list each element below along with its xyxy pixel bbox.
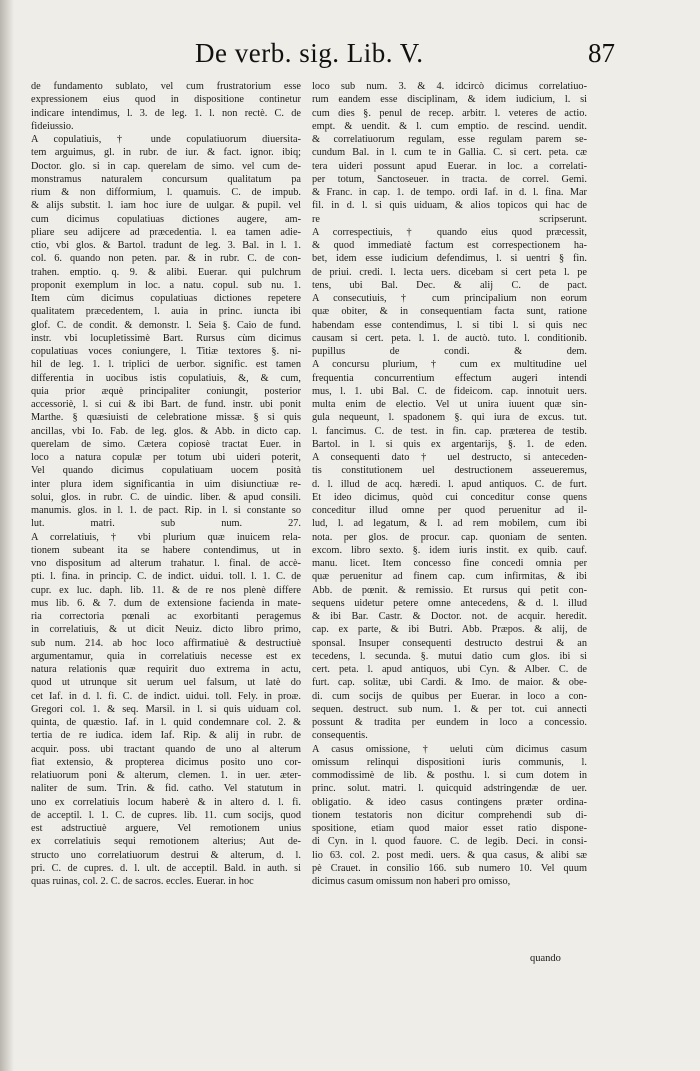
text-line xyxy=(31,623,301,636)
line-text: ancillas, vbi Io. Fab. de leg. glos. & Abb. in dicto cap. xyxy=(31,425,301,437)
line-text: Abb. de pœnit. & remissio. Et rursus qui petit con- xyxy=(312,584,587,596)
text-line xyxy=(31,690,301,703)
text-line xyxy=(31,782,301,795)
line-text: omissum relinqui dispositioni iuris communis, l. xyxy=(312,756,587,768)
text-line xyxy=(312,279,587,292)
text-line xyxy=(312,504,587,517)
line-text: quæ peruenitur ad finem cap. cum infirmitas, & ibi xyxy=(312,571,587,583)
text-line xyxy=(312,531,587,544)
text-line xyxy=(31,875,301,888)
line-text: pri. C. de cupres. d. l. ult. de acceptil. Bald. in auth. si xyxy=(31,862,301,874)
text-line xyxy=(312,835,587,848)
line-text: cet Iaf. in d. l. fi. C. de indict. uidui. toll. Fely. in proæ. xyxy=(31,690,301,702)
text-line xyxy=(31,849,301,862)
line-text: tis constitutionem uel destructionem asseueremus, xyxy=(312,465,587,477)
line-text: pliare seu adijcere ad præcedentia. l. ea tamen adie- xyxy=(31,226,301,238)
text-line xyxy=(31,637,301,650)
line-text: tertia de re iudica. idem Iaf. Rip. & alij in rubr. de xyxy=(31,730,301,742)
line-text: pè Crauet. in consilio 166. sub numero 10. Vel quum xyxy=(312,862,587,874)
text-line xyxy=(31,107,301,120)
text-line xyxy=(312,438,587,451)
text-line xyxy=(31,570,301,583)
text-line xyxy=(31,663,301,676)
line-text: gula nequeunt, l. spadonem §. qui iura de excus. tut. xyxy=(312,412,587,424)
text-line xyxy=(312,822,587,835)
line-text: cundum Bal. in l. cum te in Gallia. C. si cert. peta. cæ xyxy=(312,147,587,159)
line-text: naliter de sum. Trin. & fid. catho. Vel statutum in xyxy=(31,783,301,795)
line-text: querelam de simo. Cætera copiosè tractat Euer. in xyxy=(31,438,301,450)
line-text: conceditur illud omne per quod peruenitur ad il- xyxy=(312,505,587,516)
text-line xyxy=(31,438,301,451)
text-line xyxy=(31,650,301,663)
text-line xyxy=(312,597,587,610)
line-text: acquir. poss. ubi tractant quando de uno al alterum xyxy=(31,743,301,755)
line-text: qualitatem præcedentem, l. auia in princ. iuncta ibi xyxy=(31,306,301,318)
text-line xyxy=(31,491,301,504)
text-line xyxy=(31,676,301,689)
line-text: cum dicimus copulatiuas dictiones augere, am- xyxy=(31,213,301,225)
text-line xyxy=(312,862,587,875)
line-text: & Franc. in cap. 1. de tempo. ordi Iaf. in d. l. fina. Mar xyxy=(312,187,587,198)
line-text: inter plura idem significantia in uim disiunctiuæ re- xyxy=(31,478,301,490)
line-text: furt. cap. solitæ, ubi Cardi. & Imo. de maior. & obe- xyxy=(312,677,587,689)
text-line xyxy=(31,557,301,570)
right-text-column xyxy=(312,80,587,888)
text-line xyxy=(31,146,301,159)
text-line xyxy=(312,120,587,133)
text-line xyxy=(31,451,301,464)
text-line xyxy=(31,199,301,212)
text-line xyxy=(312,146,587,159)
text-line xyxy=(31,173,301,186)
line-text: & correlatiuorum regulam, esse regulam parem se- xyxy=(312,134,587,145)
line-text: Et ideo dicimus, quòd cui conceditur conse quens xyxy=(312,491,587,503)
text-line xyxy=(31,597,301,610)
text-line xyxy=(31,385,301,398)
text-line xyxy=(312,425,587,438)
text-line xyxy=(31,398,301,411)
text-line xyxy=(312,584,587,597)
line-text: manumis. glos. in l. 1. de pact. Rip. in l. si constante so xyxy=(31,505,301,516)
line-text: empt. & uendit. & l. cum emptio. de rescind. uendit. xyxy=(312,120,587,132)
text-line xyxy=(312,875,587,888)
line-text: loco a natura copulæ per totum ubi uideri poterit, xyxy=(31,452,301,463)
line-text: sponsal. Insuper consequenti destructo destrui & an xyxy=(312,637,587,649)
text-line xyxy=(312,411,587,424)
running-title: De verb. sig. Lib. V. xyxy=(195,38,424,68)
line-text: nota. per glos. de procur. cap. quoniam de senten. xyxy=(312,531,587,543)
line-text: de fundamento sublato, vel cum frustratorium esse xyxy=(31,81,301,92)
line-text: lut. matri. sub num. 27. xyxy=(31,518,301,530)
text-line xyxy=(31,266,301,279)
text-line xyxy=(312,782,587,795)
text-line xyxy=(312,769,587,782)
text-line xyxy=(312,517,587,530)
line-text: di. cum socijs de quibus per Euerar. in loco a con- xyxy=(312,690,587,702)
line-text: fideiussio. xyxy=(31,120,74,132)
text-line xyxy=(31,464,301,477)
text-line xyxy=(312,544,587,557)
text-line xyxy=(31,133,301,146)
text-line xyxy=(31,809,301,822)
line-text: Gregori col. 1. & seq. Marsil. in l. si quis uiduam col. xyxy=(31,703,301,715)
line-text: quinta, de quæstio. Iaf. in l. quid condemnare col. 2. & xyxy=(31,717,301,728)
line-text: fiat extensio, & propterea dicimus posito uno cor- xyxy=(31,756,301,768)
line-text: uno ex correlatiuis locum haberè & in altero d. l. fi. xyxy=(31,796,301,808)
line-text: Doctor. glo. si in cap. querelam de simo. vel cum de- xyxy=(31,160,301,172)
line-text: consequentis. xyxy=(312,730,368,742)
text-line xyxy=(312,385,587,398)
line-text: A correspectiuis, † quando eius quod præcessit, xyxy=(312,226,587,238)
text-line xyxy=(31,478,301,491)
text-line xyxy=(312,186,587,199)
line-text: col. 6. quando non peten. par. & in rubr. C. de con- xyxy=(31,253,301,265)
line-text: multa enim de electio. Vel ut unira iuuent quæ sin- xyxy=(312,399,587,410)
text-line xyxy=(31,862,301,875)
line-text: tionem subeant ita se habere contendimus, ut in xyxy=(31,544,301,556)
line-text: expressionem eius quod in dispositione continetur xyxy=(31,94,301,106)
line-text: pupillus de condi. & dem. xyxy=(312,346,587,357)
text-line xyxy=(312,809,587,822)
line-text: Vel quando dicimus copulatiuam uocem posità xyxy=(31,465,301,477)
line-text: rium & non difformium, l. quamuis. C. de impub. xyxy=(31,187,301,198)
line-text: solui, glos. in rubr. C. de uindic. liber. & apud consili. xyxy=(31,491,301,503)
line-text: tera uideri possunt apud Euerar. in loc. a correlati- xyxy=(312,160,587,172)
line-text: cupr. ex luc. daph. lib. 11. & de re nos plenè differe xyxy=(31,584,301,596)
catchword: quando xyxy=(530,953,561,964)
text-line xyxy=(31,292,301,305)
line-text: di Cyn. in l. quod fauore. C. de legib. Deci. in consi- xyxy=(312,836,587,848)
line-text: loco sub num. 3. & 4. idcircò dicimus correlatiuo- xyxy=(312,81,587,92)
line-text: structo uno correlatiuorum destrui & alterum, d. l. xyxy=(31,849,301,861)
line-text: A concursu plurium, † cum ex multitudine uel xyxy=(312,359,587,371)
line-text: cap. ex parte, & ibi Butri. Abb. Præpos. & alij, de xyxy=(312,624,587,636)
text-line xyxy=(312,478,587,491)
text-line xyxy=(31,305,301,318)
line-text: cum dies §. penul de recep. arbitr. l. veteres de actio. xyxy=(312,107,587,119)
line-text: causam si cert. peta. l. 1. de auctò. tuto. l. conditionib. xyxy=(312,332,587,344)
text-line xyxy=(31,332,301,345)
page-gutter-shadow xyxy=(0,0,14,1071)
line-text: tionem testatoris non dicitur comprehendi sub di- xyxy=(312,809,587,821)
text-line xyxy=(312,570,587,583)
text-line xyxy=(312,849,587,862)
line-text: lio 63. col. 2. post medi. uers. & qua casus, & alibi sæ xyxy=(312,849,587,861)
left-text-column xyxy=(31,80,301,888)
text-line xyxy=(312,305,587,318)
line-text: sequen. destruct. sub num. 1. & per tot. cui annecti xyxy=(312,703,587,715)
running-head xyxy=(195,36,615,76)
text-line xyxy=(312,80,587,93)
line-text: d. l. illud de acq. hæredi. l. apud antiquos. C. de furt. xyxy=(312,478,587,490)
line-text: re scripserunt. xyxy=(312,213,587,225)
text-line xyxy=(31,279,301,292)
text-line xyxy=(31,372,301,385)
text-line xyxy=(312,199,587,212)
text-line xyxy=(31,80,301,93)
text-line xyxy=(312,796,587,809)
line-text: habendam esse contendimus, l. si tibi l. si quis nec xyxy=(312,319,587,331)
line-text: sequens uidetur petere omne antecedens, & d. l. illud xyxy=(312,597,587,609)
line-text: hil de leg. 1. l. triplici de uerbor. signific. est tamen xyxy=(31,359,301,371)
line-text: A correlatiuis, † vbi plurium quæ inuicem rela- xyxy=(31,531,301,543)
text-line xyxy=(31,358,301,371)
line-text: glof. C. de condit. & demonstr. l. Seia §. Caio de fund. xyxy=(31,319,301,331)
line-text: ctio, vbi glos. & Bartol. tradunt de leg. 3. Bal. in l. 1. xyxy=(31,240,301,251)
line-text: quia prior æquè principaliter coniungit, posterior xyxy=(31,385,301,397)
page-number: 87 xyxy=(588,38,615,68)
text-line xyxy=(312,623,587,636)
text-line xyxy=(312,557,587,570)
text-line xyxy=(31,411,301,424)
text-line xyxy=(312,133,587,146)
line-text: ex correlatiuis sequi remotionem alterius; Aut de- xyxy=(31,836,301,848)
text-line xyxy=(31,584,301,597)
line-text: fil. in d. l. si quis uiduam, & alios topicos qui hac de xyxy=(312,200,587,212)
text-line xyxy=(312,676,587,689)
text-line xyxy=(31,226,301,239)
text-line xyxy=(312,358,587,371)
text-line xyxy=(31,504,301,517)
text-line xyxy=(31,531,301,544)
text-line xyxy=(312,464,587,477)
line-text: de priui. credi. l. lecta uers. dicebam si cert peta l. pe xyxy=(312,266,587,278)
text-line xyxy=(312,610,587,623)
line-text: mus, l. 1. ubi Bal. C. de fideicom. cap. innotuit uers. xyxy=(312,385,587,397)
text-line xyxy=(31,756,301,769)
line-text: argumentamur, quia in correlatiuis necesse est ex xyxy=(31,650,301,662)
line-text: accessoriè, l. si cui & ibi Bart. de fund. instr. ubi ponit xyxy=(31,399,301,410)
line-text: commodissimè de lib. & posthu. l. si cum dotem in xyxy=(312,770,587,781)
text-line xyxy=(31,252,301,265)
line-text: relatiuorum poni & alterum, clemen. 1. in uer. æter- xyxy=(31,770,301,781)
text-line xyxy=(31,716,301,729)
text-line xyxy=(312,716,587,729)
text-line xyxy=(31,703,301,716)
text-line xyxy=(312,398,587,411)
text-line xyxy=(312,107,587,120)
text-line xyxy=(312,637,587,650)
line-text: indicare intendimus, l. 3. de leg. 1. l. non rectè. C. de xyxy=(31,107,301,119)
line-text: dicimus casum omissum non haberi pro omisso, xyxy=(312,876,511,887)
line-text: & alijs substit. l. iam hoc iure de uulgar. & pupil. vel xyxy=(31,200,301,212)
text-line xyxy=(31,743,301,756)
text-line xyxy=(31,517,301,530)
line-text: differentia in uocibus istis copulatiuis, &, & cum, xyxy=(31,372,301,384)
text-line xyxy=(31,345,301,358)
line-text: A consequenti dato † uel destructo, si anteceden- xyxy=(312,452,587,463)
text-line xyxy=(31,120,301,133)
text-line xyxy=(31,213,301,226)
text-line xyxy=(312,729,587,742)
text-line xyxy=(312,160,587,173)
text-line xyxy=(31,544,301,557)
text-line xyxy=(312,332,587,345)
line-text: obligatio. & ideo casus contingens præter ordina- xyxy=(312,796,587,808)
text-line xyxy=(312,213,587,226)
text-line xyxy=(312,292,587,305)
text-line xyxy=(312,451,587,464)
text-line xyxy=(31,239,301,252)
line-text: vno dispositum ad alterum trahatur. l. final. de accè- xyxy=(31,558,301,569)
line-text: rum eandem esse disciplinam, & idem iudicium, l. si xyxy=(312,94,587,106)
text-line xyxy=(31,822,301,835)
line-text: & quod immediatè factum est correspectionem ha- xyxy=(312,240,587,251)
line-text: bet, idem esse iudicium defendimus, l. si uentri § fin. xyxy=(312,253,587,265)
text-line xyxy=(312,226,587,239)
line-text: instr. vbi locupletissimè Bart. Rursus cùm dicimus xyxy=(31,332,301,344)
text-line xyxy=(312,319,587,332)
line-text: pti. l. fina. in princip. C. de indict. uidui. toll. l. 1. C. de xyxy=(31,571,301,583)
line-text: princ. solut. matri. l. quicquid adstringendæ de uer. xyxy=(312,783,587,795)
line-text: sub num. 214. ab hoc loco affirmatiuè & destructiuè xyxy=(31,637,301,649)
line-text: quæ obiter, & in consequentiam facta sunt, ratione xyxy=(312,306,587,318)
text-line xyxy=(31,186,301,199)
text-line xyxy=(312,743,587,756)
line-text: est adstructiuè arguere, Vel remotionem unius xyxy=(31,823,301,834)
text-line xyxy=(312,345,587,358)
line-text: possunt & tradita per eundem in loco a concessio. xyxy=(312,717,587,728)
line-text: monstramus naturalem concursum qualitatum pa xyxy=(31,173,301,185)
line-text: tecedens, l. secunda. §. mutui datio cum glos. ibi si xyxy=(312,650,587,662)
text-line xyxy=(312,756,587,769)
text-line xyxy=(312,239,587,252)
text-line xyxy=(31,425,301,438)
line-text: quas ruinas, col. 2. C. de sacros. eccles. Euerar. in hoc xyxy=(31,876,254,887)
line-text: Bartol. in l. si quis ex argentarijs, §. 1. de eden. xyxy=(312,438,587,450)
line-text: l. fancimus. C. de test. in fin. cap. præterea de testib. xyxy=(312,425,587,437)
line-text: mus lib. 6. & 7. dum de extensione facienda in mate- xyxy=(31,597,301,609)
line-text: natura relationis quæ requirit duo extrema in actu, xyxy=(31,664,301,675)
line-text: in correlatiuis, & ut dicit Neuiz. dicto libro primo, xyxy=(31,624,301,636)
line-text: A copulatiuis, † unde copulatiuorum diuersita- xyxy=(31,134,301,145)
line-text: & ibi Bar. Castr. & Doctor. not. de acquir. heredit. xyxy=(312,611,587,622)
line-text: spositione, etiam quod maior esset ratio dispone- xyxy=(312,823,587,834)
text-line xyxy=(312,650,587,663)
text-line xyxy=(31,319,301,332)
text-line xyxy=(312,690,587,703)
text-line xyxy=(312,663,587,676)
line-text: per totum, Sanctoseuer. in tracta. de correl. Gemi. xyxy=(312,173,587,185)
text-line xyxy=(31,796,301,809)
line-text: manu. licet. Item concesso fine concedi omnia per xyxy=(312,558,587,569)
line-text: lud, l. ad legatum, & l. ad rem mobilem, cum ibi xyxy=(312,518,587,530)
text-line xyxy=(31,93,301,106)
line-text: cert. peta. l. apud antiquos, ubi Cyn. & Alber. C. de xyxy=(312,664,587,675)
text-line xyxy=(31,160,301,173)
text-line xyxy=(312,93,587,106)
line-text: proponit exemplum in loc. a natu. copul. sub nu. 1. xyxy=(31,279,301,291)
line-text: excom. libro sexto. §. idem iuris instit. ex quib. cauf. xyxy=(312,544,587,556)
text-line xyxy=(312,252,587,265)
line-text: frequentia concurrentium effectum augeri intendi xyxy=(312,372,587,384)
text-line xyxy=(31,729,301,742)
text-line xyxy=(31,610,301,623)
text-line xyxy=(312,491,587,504)
line-text: tens, ubi Bal. Dec. & alij C. de pact. xyxy=(312,279,587,291)
line-text: copulatiuas voces coniungere, l. Titiæ textores §. ni- xyxy=(31,346,301,357)
text-line xyxy=(312,372,587,385)
text-line xyxy=(312,173,587,186)
line-text: de acceptil. l. 1. C. de cupres. lib. 11. cum socijs, quod xyxy=(31,809,301,821)
line-text: quod ut utrunque sit uerum uel falsum, ut latè do xyxy=(31,677,301,689)
line-text: ria correctoria pœnali ac exorbitanti peragemus xyxy=(31,611,301,622)
line-text: trahen. emptio. q. 9. & alibi. Euerar. qui pulchrum xyxy=(31,266,301,278)
text-line xyxy=(312,266,587,279)
line-text: tem arguimus, gl. in rubr. de iur. & fact. ignor. ibiq; xyxy=(31,147,301,159)
line-text: Marthe. § quæsiuisti de celebratione missæ. § si quis xyxy=(31,412,301,424)
line-text: A casus omissione, † ueluti cùm dicimus casum xyxy=(312,743,587,755)
text-line xyxy=(312,703,587,716)
line-text: Item cùm dicimus copulatiuas dictiones repetere xyxy=(31,293,301,304)
text-line xyxy=(31,769,301,782)
text-line xyxy=(31,835,301,848)
line-text: A consecutiuis, † cum principalium non eorum xyxy=(312,293,587,304)
